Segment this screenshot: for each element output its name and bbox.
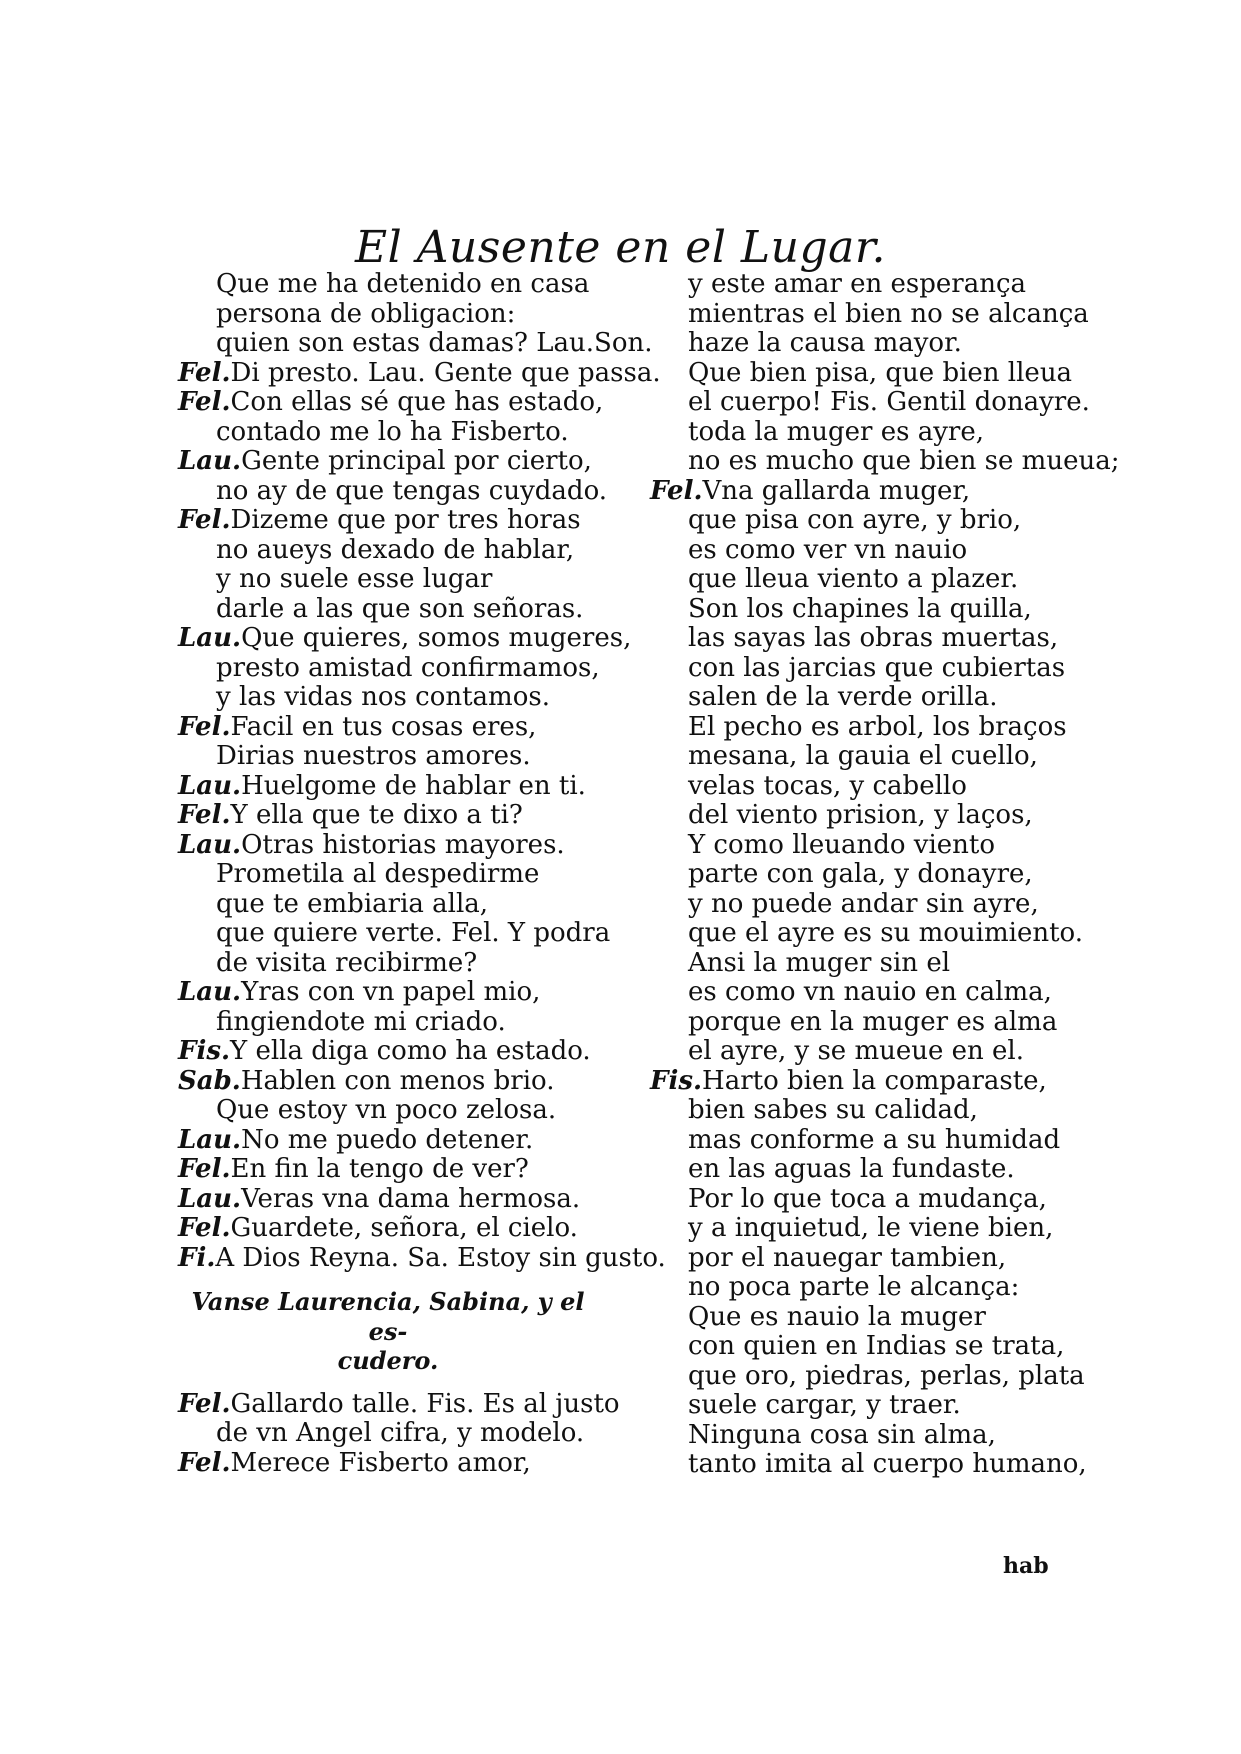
verse-text: Huelgome de hablar en ti.: [241, 770, 586, 801]
verse-line: [650, 1449, 1087, 1480]
verse-line: [178, 801, 628, 831]
verse-line: [178, 447, 628, 477]
left-column: [178, 269, 666, 1478]
verse-text: presto amistad confirmamos,: [216, 652, 600, 683]
verse-text: bien sabes su calidad,: [688, 1095, 978, 1125]
catchword: hab: [1003, 1553, 1049, 1579]
verse-text: A Dios Reyna. Sa. Estoy sin gusto.: [215, 1242, 666, 1273]
verse-text: Y como lleuando viento: [688, 829, 996, 860]
verse-text: porque en la muger es alma: [688, 1006, 1058, 1037]
verse-line: [178, 1037, 628, 1067]
verse-line: [650, 1126, 1070, 1156]
verse-text: Harto bien la comparaste,: [702, 1065, 1047, 1096]
verse-line: [650, 831, 1070, 861]
verse-line: [650, 477, 1070, 507]
verse-line: [178, 1155, 628, 1185]
verse-text: Prometila al despedirme: [216, 859, 540, 889]
verse-text: Merece Fisberto amor,: [230, 1447, 531, 1478]
verse-text: quien son estas damas? Lau.Son.: [216, 328, 653, 358]
verse-text: que pisa con ayre, y brio,: [688, 505, 1022, 535]
speaker-label: Lau.: [178, 1183, 242, 1214]
verse-text: Que estoy vn poco zelosa.: [216, 1095, 557, 1125]
stage-direction: [178, 1287, 628, 1376]
verse-text: Hablen con menos brio.: [240, 1065, 555, 1096]
verse-text: que lleua viento a plazer.: [688, 564, 1019, 594]
speaker-label: Sab.: [178, 1065, 241, 1096]
verse-text: Dirias nuestros amores.: [216, 741, 531, 771]
verse-text: Y ella diga como ha estado.: [230, 1036, 591, 1066]
verse-line: [178, 477, 628, 507]
verse-text: suele cargar, y traer.: [688, 1390, 961, 1420]
verse-line: [178, 1242, 666, 1274]
verse-text: no es mucho que bien se mueua;: [688, 446, 1120, 476]
verse-text: parte con gala, y donayre,: [688, 859, 1033, 889]
verse-text: Por lo que toca a mudança,: [688, 1183, 1047, 1214]
verse-line: [650, 713, 1070, 743]
verse-line: [178, 1185, 628, 1215]
verse-text: y este amar en esperança: [688, 269, 1027, 299]
verse-line: [650, 595, 1070, 625]
verse-line: [650, 860, 1070, 890]
verse-line: [650, 949, 1070, 979]
verse-text: con las jarcias que cubiertas: [688, 652, 1066, 683]
verse-text: Otras historias mayores.: [241, 829, 565, 860]
verse-line: [178, 506, 628, 536]
verse-line: [650, 1214, 1070, 1244]
speaker-label: Lau.: [178, 977, 242, 1007]
verse-text: con quien en Indias se trata,: [688, 1331, 1065, 1361]
verse-line: [650, 1332, 1070, 1362]
verse-text: y no suele esse lugar: [216, 564, 493, 594]
speaker-label: Fis.: [178, 1036, 231, 1066]
speaker-label: Lau.: [178, 829, 242, 860]
verse-line: [178, 1449, 628, 1479]
verse-line: [650, 387, 1090, 418]
verse-text: que quiere verte. Fel. Y podra: [216, 918, 611, 948]
speaker-label: Lau.: [178, 770, 242, 801]
verse-text: del viento prision, y laços,: [688, 800, 1033, 830]
verse-text: haze la causa mayor.: [688, 328, 962, 358]
verse-text: no poca parte le alcança:: [688, 1272, 1020, 1302]
verse-line: [178, 270, 628, 300]
verse-line: [650, 1391, 1070, 1421]
verse-line: [650, 1244, 1070, 1274]
verse-text: Que bien pisa, que bien lleua: [688, 357, 1073, 388]
verse-line: [178, 418, 628, 448]
verse-line: [178, 772, 628, 802]
speaker-label: Fel.: [178, 1447, 231, 1478]
verse-line: [650, 1155, 1070, 1185]
verse-text: Y ella que te dixo a ti?: [230, 800, 523, 830]
verse-text: el ayre, y se mueue en el.: [688, 1036, 1024, 1066]
verse-line: [178, 890, 628, 920]
verse-text: velas tocas, y cabello: [688, 770, 967, 801]
speaker-label: Lau.: [178, 446, 242, 476]
verse-line: [178, 565, 628, 595]
verse-text: y a inquietud, le viene bien,: [688, 1213, 1054, 1243]
speaker-label: Fi.: [178, 1242, 216, 1273]
verse-text: Yras con vn papel mio,: [241, 977, 541, 1007]
verse-line: [650, 1067, 1070, 1097]
verse-text: Que me ha detenido en casa: [216, 269, 590, 299]
verse-text: toda la muger es ayre,: [688, 416, 984, 447]
verse-line: [178, 357, 661, 389]
verse-line: [650, 1273, 1070, 1303]
verse-text: Son los chapines la quilla,: [688, 593, 1032, 624]
verse-text: En fin la tengo de ver?: [230, 1154, 529, 1184]
verse-text: y no puede andar sin ayre,: [688, 888, 1039, 919]
verse-line: [178, 1390, 628, 1420]
verse-text: Dizeme que por tres horas: [230, 505, 581, 535]
verse-line: [178, 831, 628, 861]
left-verse-block-2: [178, 1390, 628, 1479]
verse-line: [178, 328, 653, 359]
verse-line: [178, 713, 628, 743]
verse-text: No me puedo detener.: [241, 1124, 534, 1155]
verse-text: Ansi la muger sin el: [688, 947, 951, 978]
verse-line: [178, 1008, 628, 1038]
verse-text: contado me lo ha Fisberto.: [216, 416, 569, 447]
verse-text: en las aguas la fundaste.: [688, 1154, 1015, 1184]
verse-line: [178, 654, 628, 684]
verse-line: [650, 1360, 1085, 1392]
verse-line: [178, 1096, 628, 1126]
verse-line: [650, 536, 1070, 566]
verse-line: [178, 1419, 628, 1449]
verse-text: de visita recibirme?: [216, 947, 478, 978]
verse-text: mas conforme a su humidad: [688, 1124, 1061, 1155]
verse-text: El pecho es arbol, los braços: [688, 711, 1067, 742]
left-verse-block-1: [178, 269, 666, 1273]
verse-line: [650, 1096, 1070, 1126]
verse-line: [650, 742, 1070, 772]
verse-line: [650, 418, 1070, 448]
speaker-label: Fel.: [178, 1388, 231, 1419]
verse-text: Veras vna dama hermosa.: [241, 1183, 581, 1214]
verse-line: [178, 300, 628, 330]
verse-text: fingiendote mi criado.: [216, 1006, 506, 1037]
verse-line: [650, 801, 1070, 831]
verse-text: que el ayre es su mouimiento.: [688, 918, 1084, 948]
verse-text: Que es nauio la muger: [688, 1301, 986, 1332]
verse-line: [650, 565, 1070, 595]
verse-text: el cuerpo! Fis. Gentil donayre.: [688, 387, 1090, 417]
verse-text: Vna gallarda muger,: [702, 475, 971, 506]
verse-text: que oro, piedras, perlas, plata: [688, 1360, 1085, 1391]
speaker-label: Fel.: [178, 711, 231, 742]
verse-text: que te embiaria alla,: [216, 888, 489, 919]
stage-direction-line: Vanse Laurencia, Sabina, y el es-: [191, 1287, 585, 1346]
verse-text: no aueys dexado de hablar,: [216, 534, 575, 565]
verse-line: [650, 298, 1089, 330]
speaker-label: Lau.: [178, 623, 242, 653]
verse-line: [650, 329, 1070, 359]
verse-text: las sayas las obras muertas,: [688, 623, 1059, 653]
verse-text: Facil en tus cosas eres,: [230, 711, 537, 742]
verse-line: [178, 683, 628, 713]
verse-text: darle a las que son señoras.: [216, 593, 584, 624]
verse-text: salen de la verde orilla.: [688, 682, 998, 712]
verse-line: [650, 624, 1070, 654]
verse-text: es como ver vn nauio: [688, 534, 968, 565]
verse-line: [178, 536, 628, 566]
speaker-label: Lau.: [178, 1124, 242, 1155]
verse-text: Que quieres, somos mugeres,: [241, 623, 632, 653]
right-verse-block: [650, 269, 1120, 1480]
stage-direction-line: cudero.: [337, 1346, 439, 1375]
verse-line: [650, 446, 1120, 477]
verse-line: [178, 623, 632, 654]
speaker-label: Fel.: [650, 475, 703, 506]
verse-text: Guardete, señora, el cielo.: [230, 1213, 578, 1243]
verse-line: [178, 1126, 628, 1156]
verse-line: [650, 978, 1070, 1008]
verse-line: [178, 949, 628, 979]
verse-text: tanto imita al cuerpo humano,: [688, 1449, 1087, 1479]
verse-text: por el nauegar tambien,: [688, 1242, 1007, 1273]
verse-line: [650, 918, 1084, 949]
verse-line: [650, 270, 1070, 300]
verse-text: y las vidas nos contamos.: [216, 682, 550, 712]
verse-line: [178, 595, 628, 625]
verse-line: [650, 1185, 1070, 1215]
speaker-label: Fel.: [178, 357, 231, 388]
verse-line: [650, 654, 1070, 684]
verse-line: [650, 357, 1073, 389]
verse-line: [650, 1037, 1070, 1067]
verse-line: [178, 1214, 628, 1244]
verse-line: [178, 742, 628, 772]
verse-text: persona de obligacion:: [216, 298, 516, 329]
verse-text: Con ellas sé que has estado,: [230, 387, 604, 417]
speaker-label: Fis.: [650, 1065, 703, 1096]
speaker-label: Fel.: [178, 1213, 231, 1243]
verse-line: [178, 860, 628, 890]
verse-text: mientras el bien no se alcança: [688, 298, 1089, 329]
verse-text: Ninguna cosa sin alma,: [688, 1419, 996, 1450]
speaker-label: Fel.: [178, 800, 231, 830]
verse-text: no ay de que tengas cuydado.: [216, 475, 608, 506]
speaker-label: Fel.: [178, 505, 231, 535]
verse-line: [178, 978, 628, 1008]
verse-line: [650, 772, 1070, 802]
verse-text: Gallardo talle. Fis. Es al justo: [230, 1388, 620, 1419]
verse-line: [650, 683, 1070, 713]
verse-text: de vn Angel cifra, y modelo.: [216, 1418, 585, 1448]
verse-line: [178, 1067, 628, 1097]
verse-line: [178, 919, 628, 949]
verse-text: Di presto. Lau. Gente que passa.: [230, 357, 661, 388]
verse-text: Gente principal por cierto,: [241, 446, 592, 476]
right-column: [650, 269, 1120, 1480]
verse-line: [650, 1008, 1070, 1038]
running-title: El Ausente en el Lugar.: [354, 222, 887, 273]
speaker-label: Fel.: [178, 387, 231, 417]
verse-line: [178, 388, 628, 418]
verse-text: es como vn nauio en calma,: [688, 977, 1052, 1007]
speaker-label: Fel.: [178, 1154, 231, 1184]
verse-line: [650, 1303, 1070, 1333]
verse-text: mesana, la gauia el cuello,: [688, 741, 1038, 771]
verse-line: [650, 890, 1070, 920]
verse-line: [650, 506, 1070, 536]
verse-line: [650, 1421, 1070, 1451]
